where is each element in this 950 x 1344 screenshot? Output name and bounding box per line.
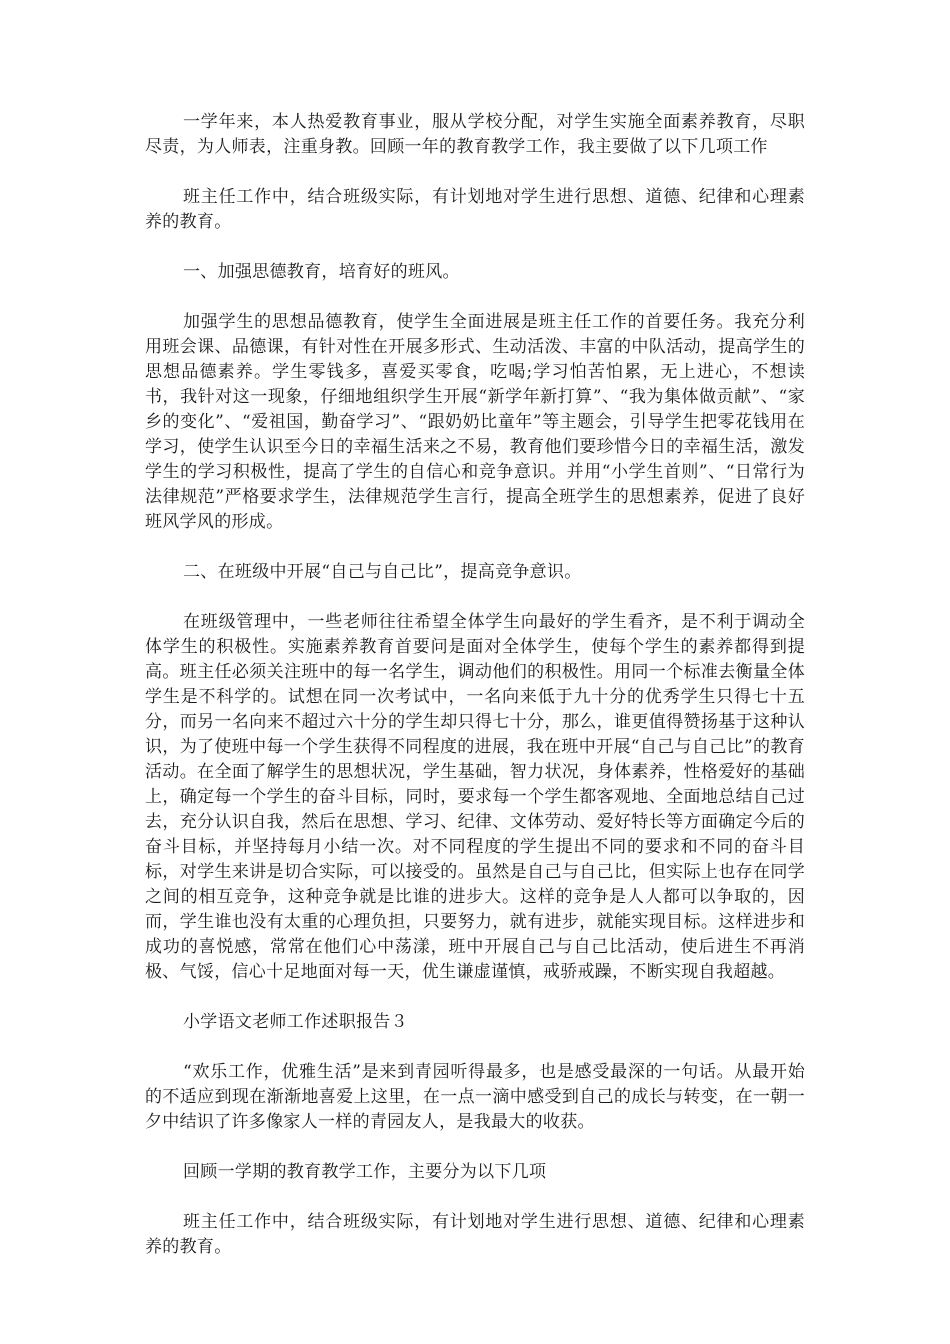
moral-education-paragraph: 加强学生的思想品德教育，使学生全面进展是班主任工作的首要任务。我充分利用班会课、品德课，有针对性在开展多形式、生动活泼、丰富的中队活动，提高学生的思想品德素养。学生零钱多，喜爱买零食，吃喝;学习怕苦怕累，无上进心，不想读书，我针对这一现象，仔细地组织学生开展“新学年新打算”、“我为集体做贡献”、“家乡的变化”、“爱祖国，勤奋学习”、“跟奶奶比童年”等主题会，引导学生把零花钱用在学习，使学生认识至今日的幸福生活来之不易，教育他们要珍惜今日的幸福生活，激发学生的学习积极性，提高了学生的自信心和竞争意识。并用“小学生首则”、“日常行为法律规范”严格要求学生，法律规范学生言行，提高全班学生的思想素养，促进了良好班风学风的形成。	[145, 312, 805, 532]
happy-work-paragraph: “欢乐工作，优雅生活”是来到青园听得最多，也是感受最深的一句话。从最开始的不适应到现在渐渐地喜爱上这里，在一点一滴中感受到自己的成长与转变，在一朝一夕中结识了许多像家人一样的青园友人，是我最大的收获。	[145, 1062, 805, 1132]
report-title: 小学语文老师工作述职报告３	[183, 1012, 408, 1032]
class-work-paragraph-2: 班主任工作中，结合班级实际，有计划地对学生进行思想、道德、纪律和心理素养的教育。	[145, 1212, 805, 1257]
class-work-paragraph: 班主任工作中，结合班级实际，有计划地对学生进行思想、道德、纪律和心理素养的教育。	[145, 187, 805, 232]
intro-paragraph: 一学年来，本人热爱教育事业，服从学校分配，对学生实施全面素养教育，尽职尽责，为人师表，注重身教。回顾一年的教育教学工作，我主要做了以下几项工作	[145, 112, 805, 157]
section-heading-2: 二、在班级中开展“自己与自己比”，提高竞争意识。	[183, 562, 582, 582]
section-heading-1: 一、加强思德教育，培育好的班风。	[183, 262, 460, 282]
self-comparison-paragraph: 在班级管理中，一些老师往往希望全体学生向最好的学生看齐，是不利于调动全体学生的积极性。实施素养教育首要问是面对全体学生，使每个学生的素养都得到提高。班主任必须关注班中的每一名学生，调动他们的积极性。用同一个标准去衡量全体学生是不科学的。试想在同一次考试中，一名向来低于九十分的优秀学生只得七十五分，而另一名向来不超过六十分的学生却只得七十分，那么，谁更值得赞扬基于这种认识，为了使班中每一个学生获得不同程度的进展，我在班中开展“自己与自己比”的教育活动。在全面了解学生的思想状况，学生基础，智力状况，身体素养，性格爱好的基础上，确定每一个学生的奋斗目标，同时，要求每一个学生都客观地、全面地总结自己过去，充分认识自我，然后在思想、学习、纪律、文体劳动、爱好特长等方面确定今后的奋斗目标，并坚持每月小结一次。对不同程度的学生提出不同的要求和不同的奋斗目标，对学生来讲是切合实际，可以接受的。虽然是自己与自己比，但实际上也存在同学之间的相互竞争，这种竞争就是比谁的进步大。这样的竞争是人人都可以争取的，因而，学生谁也没有太重的心理负担，只要努力，就有进步，就能实现目标。这样进步和成功的喜悦感，常常在他们心中荡漾，班中开展自己与自己比活动，使后进生不再消极、气馁，信心十足地面对每一天，优生谦虚谨慎，戒骄戒躁，不断实现自我超越。	[145, 612, 805, 982]
review-paragraph: 回顾一学期的教育教学工作，主要分为以下几项	[183, 1162, 547, 1182]
document-body	[145, 110, 805, 1285]
